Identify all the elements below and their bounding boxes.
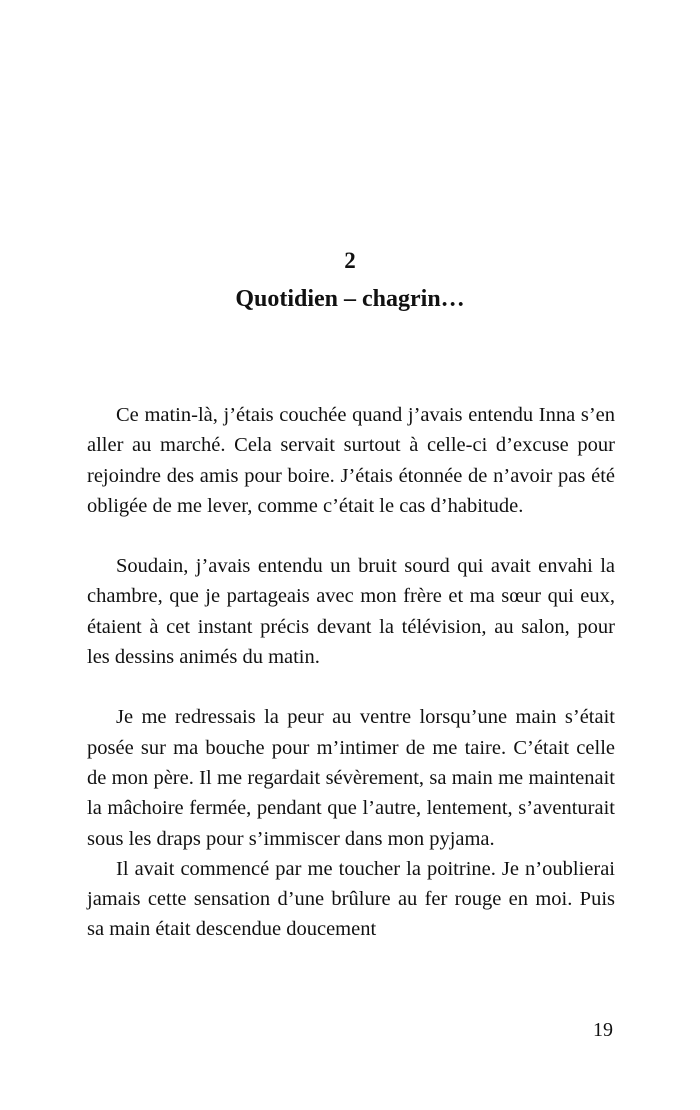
body-text [87, 400, 615, 945]
paragraph-2: Soudain, j’avais entendu un bruit sourd qui avait envahi la chambre, que je partageais avec mon frère et ma sœur qui eux, étaient à cet instant précis devant la télévision, au salon, pour les dessins animés du matin. [87, 555, 615, 669]
chapter-number: 2 [344, 248, 356, 273]
paragraph-3: Je me redressais la peur au ventre lorsqu’une main s’était posée sur ma bouche pour m’intimer de me taire. C’était celle de mon père. Il me regardait sévèrement, sa main me maintenait la mâchoire fermée, pendant que l’autre, lentement, s’aventurait sous les draps pour s’immiscer dans mon pyjama. [87, 706, 615, 850]
page-number: 19 [593, 1019, 613, 1041]
paragraph-1: Ce matin-là, j’étais couchée quand j’avais entendu Inna s’en aller au marché. Cela servait surtout à celle-ci d’excuse pour rejoindre des amis pour boire. J’étais étonnée de n’avoir pas été obligée de me lever, comme c’était le cas d’habitude. [87, 404, 615, 517]
paragraph-4: Il avait commencé par me toucher la poitrine. Je n’oublierai jamais cette sensation d’une brûlure au fer rouge en moi. Puis sa main était descendue doucement [87, 857, 615, 941]
chapter-title: Quotidien – chagrin… [235, 286, 465, 312]
